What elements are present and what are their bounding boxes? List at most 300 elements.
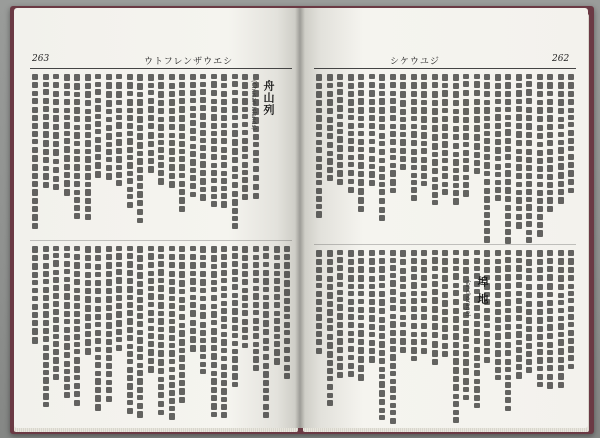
glyph-mark	[242, 343, 248, 349]
glyph-mark	[463, 182, 469, 188]
glyph-mark	[242, 177, 248, 183]
glyph-mark	[211, 163, 217, 168]
glyph-mark	[179, 133, 185, 138]
glyph-mark	[484, 259, 490, 265]
glyph-mark	[169, 83, 175, 90]
glyph-mark	[327, 125, 333, 131]
glyph-mark	[263, 354, 269, 361]
glyph-mark	[179, 397, 185, 404]
glyph-mark	[390, 346, 396, 352]
glyph-mark	[274, 334, 280, 339]
glyph-mark	[369, 276, 375, 282]
glyph-mark	[327, 368, 333, 374]
glyph-mark	[137, 305, 143, 311]
glyph-mark	[274, 302, 280, 308]
glyph-mark	[547, 182, 553, 187]
text-column	[199, 246, 207, 421]
glyph-mark	[463, 158, 469, 163]
glyph-mark	[495, 187, 501, 192]
glyph-mark	[106, 173, 112, 180]
glyph-mark	[137, 218, 143, 223]
glyph-mark	[358, 147, 364, 152]
glyph-mark	[327, 325, 333, 331]
glyph-mark	[32, 164, 38, 171]
glyph-mark	[516, 197, 522, 204]
glyph-mark	[379, 158, 385, 164]
glyph-mark	[421, 107, 427, 114]
glyph-mark	[53, 141, 59, 147]
glyph-mark	[242, 146, 248, 151]
glyph-mark	[106, 313, 112, 320]
text-column	[189, 246, 197, 421]
glyph-mark	[127, 131, 133, 136]
glyph-mark	[200, 246, 206, 253]
glyph-mark	[358, 339, 364, 345]
glyph-mark	[158, 359, 164, 366]
glyph-mark	[74, 342, 80, 347]
glyph-mark	[474, 305, 480, 311]
glyph-mark	[568, 267, 574, 273]
glyph-mark	[379, 91, 385, 96]
glyph-mark	[64, 155, 70, 162]
glyph-mark	[211, 255, 217, 262]
glyph-mark	[53, 108, 59, 113]
glyph-mark	[64, 376, 70, 381]
glyph-mark	[453, 74, 459, 81]
glyph-mark	[411, 91, 417, 96]
glyph-mark	[547, 132, 553, 138]
glyph-mark	[200, 82, 206, 87]
glyph-mark	[547, 365, 553, 371]
glyph-mark	[116, 180, 122, 185]
glyph-mark	[379, 408, 385, 413]
glyph-mark	[558, 140, 564, 146]
glyph-mark	[148, 271, 154, 276]
glyph-mark	[505, 367, 511, 372]
glyph-mark	[137, 108, 143, 114]
glyph-mark	[495, 259, 501, 265]
glyph-mark	[547, 174, 553, 180]
glyph-mark	[453, 350, 459, 356]
glyph-mark	[64, 131, 70, 136]
glyph-mark	[253, 255, 259, 261]
glyph-mark	[537, 366, 543, 371]
glyph-mark	[53, 301, 59, 307]
glyph-mark	[411, 314, 417, 320]
glyph-mark	[505, 274, 511, 281]
text-column	[252, 246, 260, 421]
glyph-mark	[211, 201, 217, 207]
glyph-mark	[411, 356, 417, 361]
glyph-mark	[421, 332, 427, 337]
glyph-mark	[169, 246, 175, 251]
glyph-mark	[327, 400, 333, 405]
glyph-mark	[505, 382, 511, 387]
glyph-mark	[95, 162, 101, 169]
glyph-mark	[137, 116, 143, 123]
glyph-mark	[369, 123, 375, 129]
text-column	[378, 250, 386, 422]
glyph-mark	[379, 98, 385, 104]
glyph-mark	[421, 323, 427, 330]
glyph-mark	[211, 378, 217, 385]
glyph-mark	[253, 318, 259, 324]
glyph-mark	[369, 356, 375, 362]
glyph-mark	[358, 131, 364, 137]
glyph-mark	[411, 165, 417, 171]
glyph-mark	[442, 166, 448, 171]
glyph-mark	[568, 364, 574, 370]
glyph-mark	[74, 149, 80, 154]
glyph-mark	[348, 74, 354, 81]
glyph-mark	[32, 82, 38, 88]
glyph-mark	[547, 124, 553, 130]
glyph-mark	[284, 338, 290, 345]
glyph-mark	[53, 334, 59, 339]
glyph-mark	[474, 258, 480, 264]
glyph-mark	[232, 191, 238, 198]
glyph-mark	[263, 311, 269, 318]
glyph-mark	[179, 289, 185, 294]
text-column	[189, 74, 197, 234]
glyph-mark	[432, 74, 438, 80]
glyph-mark	[85, 156, 91, 163]
glyph-mark	[190, 175, 196, 181]
glyph-mark	[390, 115, 396, 121]
text-column	[494, 250, 502, 422]
glyph-mark	[379, 141, 385, 147]
text-column	[52, 74, 60, 234]
glyph-mark	[116, 139, 122, 146]
glyph-mark	[137, 142, 143, 149]
glyph-mark	[32, 312, 38, 318]
glyph-mark	[369, 332, 375, 337]
glyph-mark	[179, 149, 185, 154]
glyph-mark	[211, 81, 217, 88]
glyph-mark	[221, 270, 227, 276]
glyph-mark	[221, 123, 227, 128]
glyph-mark	[558, 250, 564, 256]
glyph-mark	[358, 266, 364, 273]
glyph-mark	[221, 404, 227, 410]
glyph-mark	[32, 263, 38, 269]
glyph-mark	[74, 400, 80, 406]
glyph-mark	[221, 293, 227, 298]
glyph-mark	[516, 315, 522, 322]
glyph-mark	[274, 341, 280, 347]
glyph-mark	[137, 151, 143, 156]
glyph-mark	[137, 387, 143, 393]
glyph-mark	[127, 392, 133, 398]
glyph-mark	[526, 237, 532, 243]
glyph-mark	[495, 309, 501, 315]
glyph-mark	[463, 359, 469, 366]
glyph-mark	[337, 179, 343, 185]
glyph-mark	[32, 280, 38, 285]
glyph-mark	[148, 326, 154, 332]
glyph-mark	[74, 132, 80, 139]
glyph-mark	[200, 345, 206, 352]
glyph-mark	[53, 285, 59, 290]
glyph-mark	[74, 303, 80, 309]
glyph-mark	[495, 367, 501, 372]
glyph-mark	[221, 388, 227, 394]
glyph-mark	[221, 380, 227, 386]
glyph-mark	[148, 293, 154, 299]
glyph-mark	[568, 146, 574, 151]
glyph-mark	[327, 74, 333, 81]
glyph-mark	[200, 113, 206, 120]
text-column	[420, 74, 428, 239]
glyph-mark	[316, 172, 322, 178]
glyph-mark	[106, 387, 112, 393]
glyph-mark	[158, 147, 164, 153]
glyph-mark	[137, 99, 143, 105]
glyph-mark	[526, 326, 532, 332]
glyph-mark	[400, 330, 406, 336]
glyph-mark	[116, 91, 122, 98]
glyph-mark	[411, 250, 417, 256]
glyph-mark	[179, 388, 185, 394]
glyph-mark	[558, 339, 564, 346]
glyph-mark	[411, 266, 417, 272]
glyph-mark	[390, 338, 396, 344]
glyph-mark	[369, 99, 375, 105]
glyph-mark	[127, 147, 133, 153]
glyph-mark	[526, 81, 532, 87]
glyph-mark	[158, 269, 164, 276]
glyph-mark	[74, 334, 80, 339]
glyph-mark	[474, 403, 480, 408]
glyph-mark	[64, 261, 70, 267]
glyph-mark	[242, 327, 248, 332]
glyph-mark	[568, 188, 574, 194]
glyph-mark	[453, 100, 459, 106]
glyph-mark	[158, 124, 164, 131]
glyph-mark	[369, 348, 375, 354]
glyph-mark	[421, 250, 427, 256]
glyph-mark	[453, 333, 459, 340]
glyph-mark	[337, 154, 343, 160]
glyph-mark	[484, 228, 490, 234]
glyph-mark	[64, 369, 70, 374]
glyph-mark	[116, 132, 122, 137]
glyph-mark	[474, 152, 480, 158]
glyph-mark	[148, 115, 154, 121]
glyph-mark	[43, 166, 49, 172]
glyph-mark	[442, 309, 448, 315]
glyph-mark	[158, 140, 164, 145]
glyph-mark	[327, 142, 333, 149]
glyph-mark	[348, 115, 354, 120]
glyph-mark	[221, 186, 227, 191]
glyph-mark	[411, 195, 417, 201]
glyph-mark	[284, 314, 290, 319]
glyph-mark	[179, 305, 185, 311]
glyph-mark	[474, 90, 480, 96]
glyph-mark	[526, 317, 532, 323]
glyph-mark	[169, 148, 175, 155]
glyph-mark	[547, 250, 553, 256]
glyph-mark	[316, 211, 322, 218]
glyph-mark	[337, 347, 343, 353]
glyph-mark	[253, 134, 259, 140]
glyph-mark	[127, 400, 133, 405]
glyph-mark	[127, 91, 133, 97]
glyph-mark	[106, 347, 112, 353]
right-lower-text-block	[314, 250, 576, 422]
text-column	[452, 250, 460, 422]
glyph-mark	[547, 149, 553, 155]
glyph-mark	[484, 323, 490, 328]
glyph-mark	[358, 291, 364, 296]
glyph-mark	[43, 271, 49, 277]
glyph-mark	[253, 175, 259, 182]
text-column	[42, 246, 50, 421]
glyph-mark	[242, 194, 248, 200]
glyph-mark	[495, 83, 501, 89]
glyph-mark	[158, 311, 164, 316]
glyph-mark	[421, 82, 427, 88]
glyph-mark	[495, 266, 501, 273]
glyph-mark	[442, 124, 448, 131]
glyph-mark	[379, 291, 385, 297]
glyph-mark	[190, 90, 196, 96]
glyph-mark	[547, 115, 553, 122]
glyph-mark	[106, 133, 112, 140]
glyph-mark	[85, 124, 91, 130]
glyph-mark	[537, 190, 543, 197]
glyph-mark	[537, 158, 543, 164]
glyph-mark	[43, 74, 49, 80]
text-column	[315, 250, 323, 422]
glyph-mark	[221, 162, 227, 168]
glyph-mark	[95, 378, 101, 385]
glyph-mark	[369, 156, 375, 162]
glyph-mark	[505, 257, 511, 263]
glyph-mark	[221, 147, 227, 153]
glyph-mark	[495, 292, 501, 298]
glyph-mark	[495, 275, 501, 281]
glyph-mark	[327, 292, 333, 299]
text-column	[557, 74, 565, 239]
glyph-mark	[432, 332, 438, 338]
glyph-mark	[337, 89, 343, 94]
glyph-mark	[127, 138, 133, 145]
glyph-mark	[316, 291, 322, 297]
glyph-mark	[116, 262, 122, 267]
glyph-mark	[474, 363, 480, 368]
glyph-mark	[316, 348, 322, 354]
glyph-mark	[453, 273, 459, 280]
glyph-mark	[358, 284, 364, 289]
glyph-mark	[232, 293, 238, 298]
glyph-mark	[211, 146, 217, 152]
glyph-mark	[348, 307, 354, 312]
glyph-mark	[537, 107, 543, 113]
glyph-mark	[358, 374, 364, 381]
glyph-mark	[169, 99, 175, 106]
glyph-mark	[95, 98, 101, 104]
glyph-mark	[137, 297, 143, 303]
glyph-mark	[85, 323, 91, 329]
glyph-mark	[179, 124, 185, 131]
glyph-mark	[169, 262, 175, 268]
glyph-mark	[190, 271, 196, 276]
glyph-mark	[453, 367, 459, 374]
glyph-mark	[95, 137, 101, 143]
glyph-mark	[64, 319, 70, 325]
right-upper-text-block	[314, 74, 576, 239]
glyph-mark	[116, 100, 122, 106]
glyph-mark	[232, 365, 238, 371]
glyph-mark	[327, 259, 333, 265]
glyph-mark	[74, 125, 80, 130]
glyph-mark	[327, 276, 333, 282]
glyph-mark	[526, 115, 532, 121]
glyph-mark	[463, 99, 469, 106]
glyph-mark	[116, 108, 122, 113]
glyph-mark	[442, 83, 448, 88]
glyph-mark	[232, 174, 238, 180]
right-page	[300, 8, 588, 428]
glyph-mark	[274, 255, 280, 260]
glyph-mark	[453, 308, 459, 314]
glyph-mark	[379, 390, 385, 397]
glyph-mark	[211, 311, 217, 317]
glyph-mark	[400, 124, 406, 129]
glyph-mark	[106, 305, 112, 311]
glyph-mark	[526, 140, 532, 147]
glyph-mark	[526, 334, 532, 341]
glyph-mark	[474, 386, 480, 393]
glyph-mark	[484, 220, 490, 226]
text-column	[410, 250, 418, 422]
glyph-mark	[242, 98, 248, 104]
glyph-mark	[200, 304, 206, 311]
glyph-mark	[390, 395, 396, 400]
glyph-mark	[495, 359, 501, 365]
glyph-mark	[505, 115, 511, 120]
glyph-mark	[137, 255, 143, 262]
glyph-mark	[558, 267, 564, 273]
glyph-mark	[253, 158, 259, 163]
glyph-mark	[158, 327, 164, 332]
glyph-mark	[211, 74, 217, 79]
glyph-mark	[463, 320, 469, 325]
glyph-mark	[137, 209, 143, 216]
glyph-mark	[169, 413, 175, 420]
glyph-mark	[547, 308, 553, 314]
glyph-mark	[148, 90, 154, 95]
glyph-mark	[400, 347, 406, 353]
glyph-mark	[74, 295, 80, 301]
text-column	[504, 250, 512, 422]
glyph-mark	[400, 338, 406, 345]
glyph-mark	[463, 328, 469, 334]
glyph-mark	[232, 81, 238, 87]
glyph-mark	[137, 125, 143, 130]
glyph-mark	[337, 322, 343, 328]
glyph-mark	[568, 99, 574, 105]
glyph-mark	[221, 193, 227, 198]
glyph-mark	[232, 216, 238, 221]
text-column	[483, 74, 491, 239]
glyph-mark	[179, 115, 185, 122]
glyph-mark	[127, 344, 133, 349]
glyph-mark	[505, 187, 511, 193]
glyph-mark	[526, 149, 532, 155]
